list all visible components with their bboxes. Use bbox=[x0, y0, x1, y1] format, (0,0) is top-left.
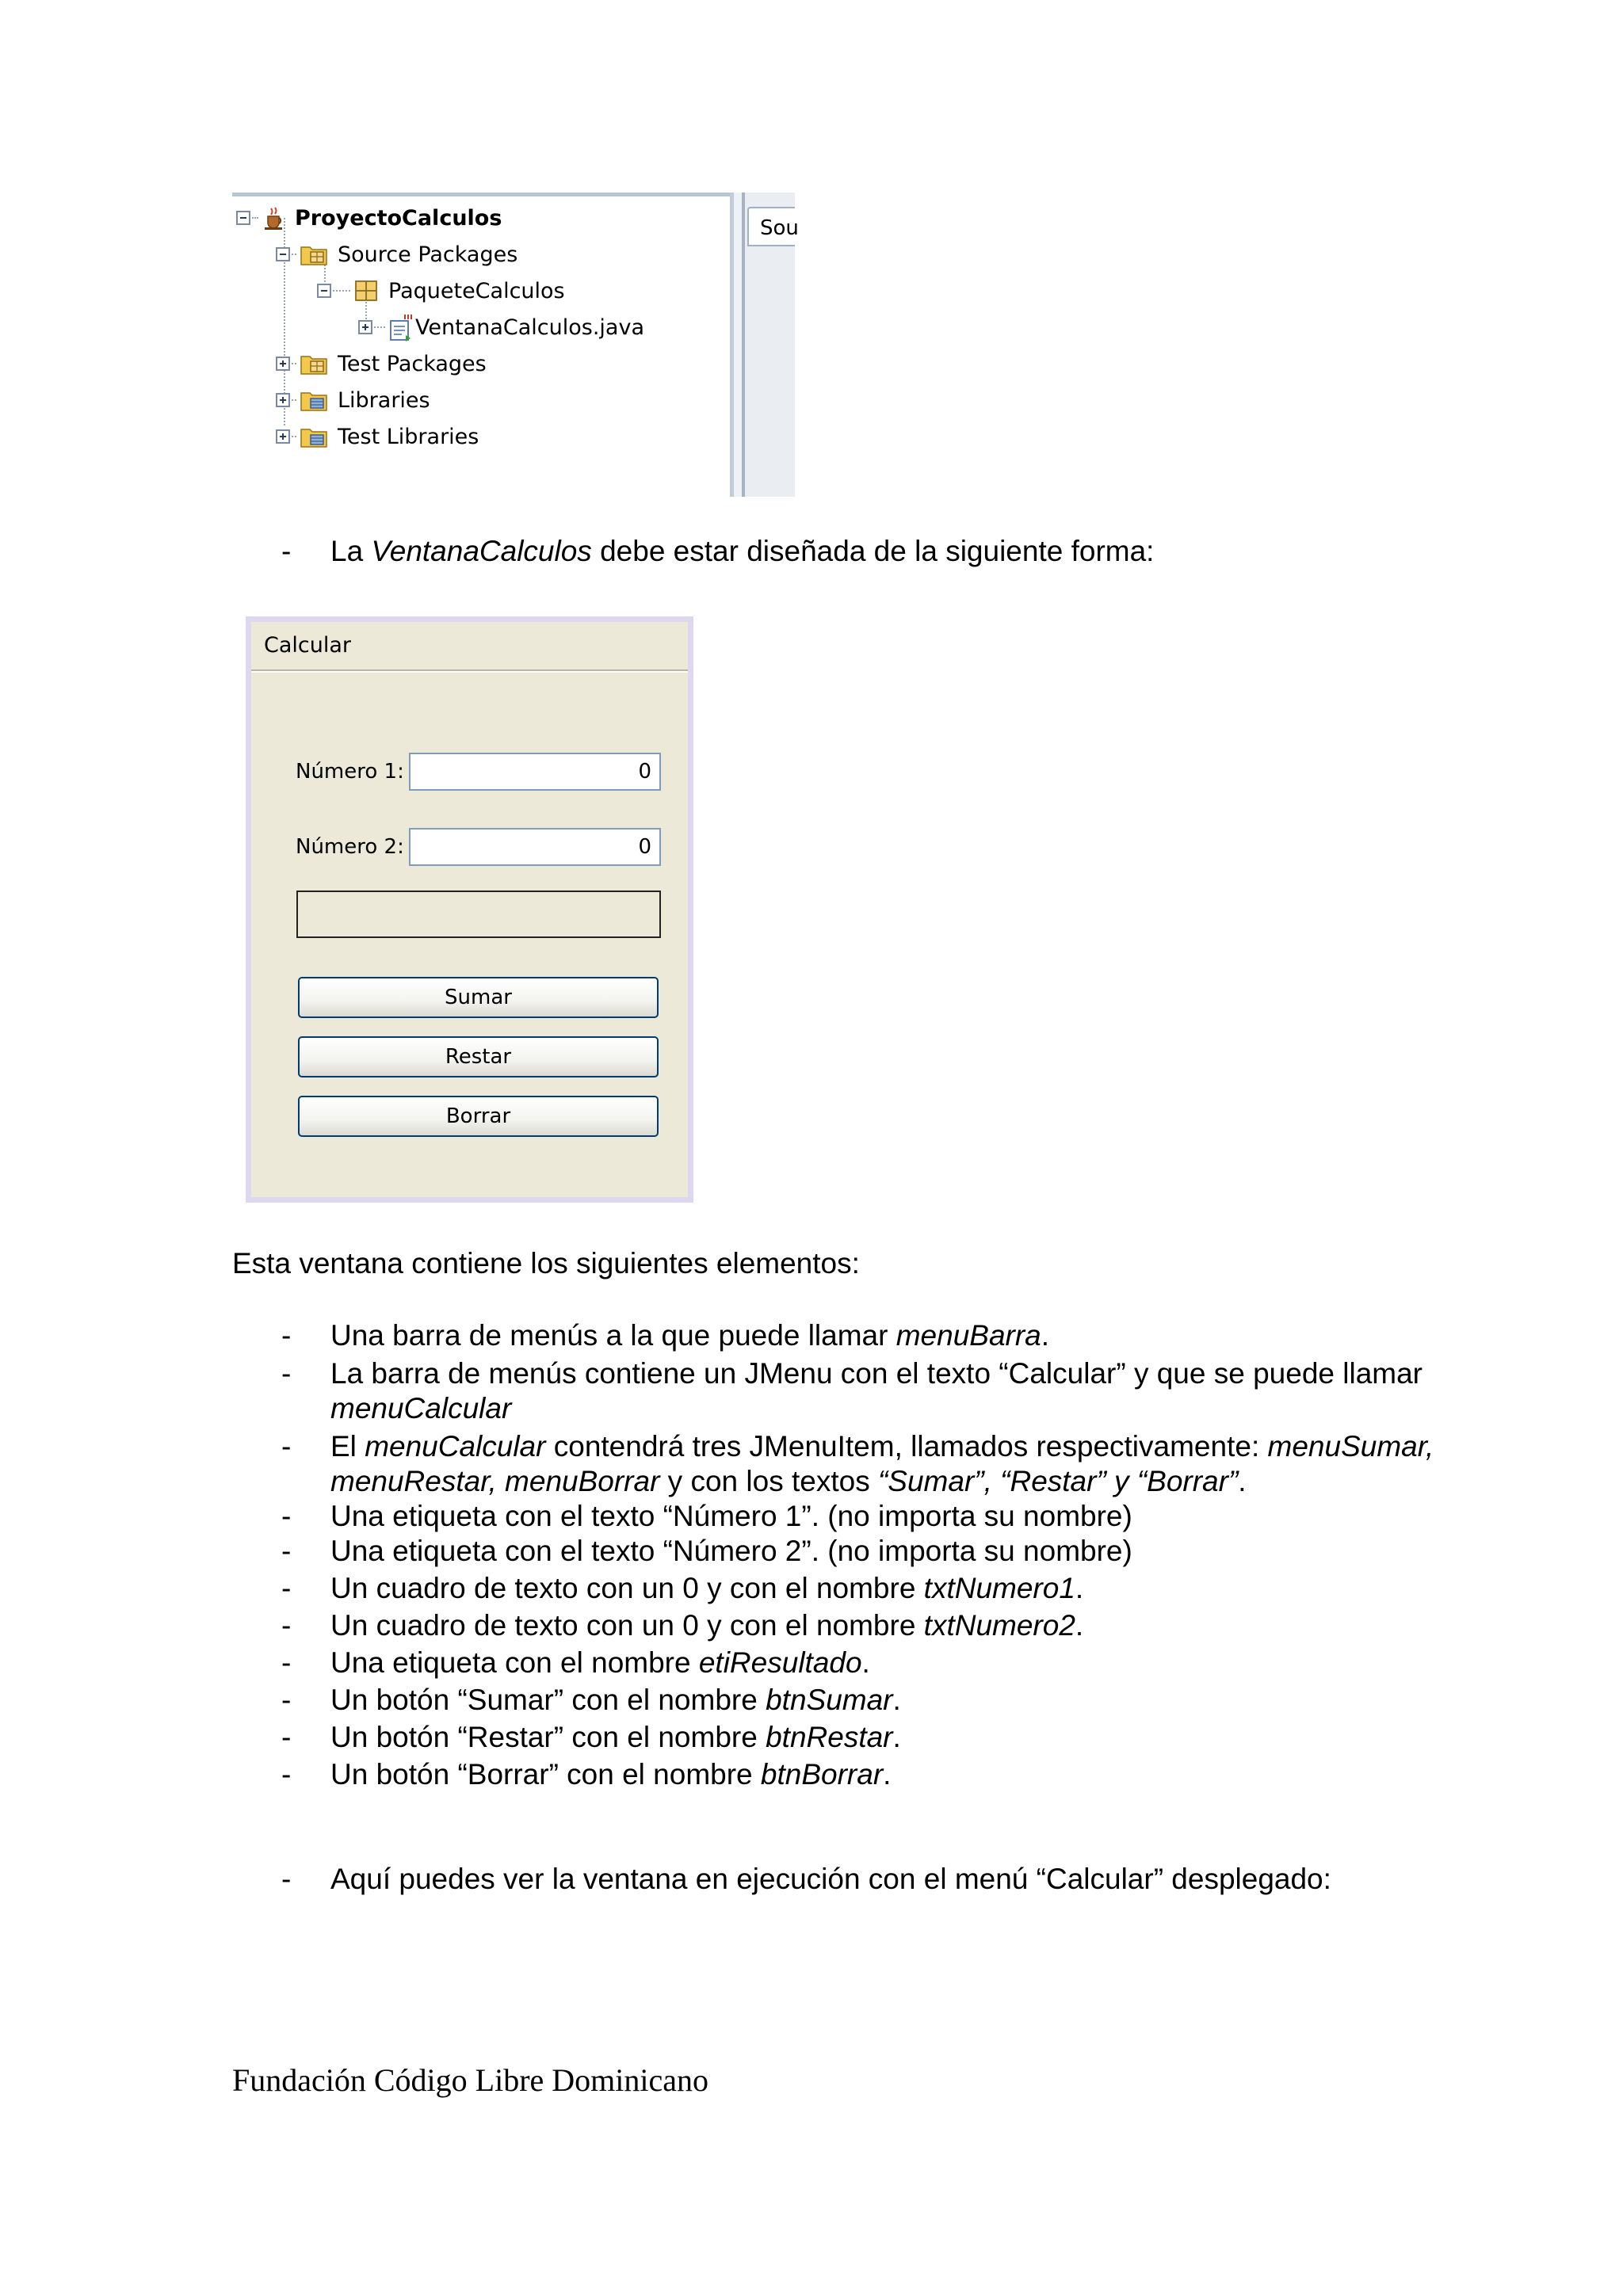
bullet-dash: - bbox=[281, 1357, 292, 1390]
text-run: Una etiqueta con el nombre bbox=[330, 1646, 699, 1679]
bullet-dash: - bbox=[281, 1500, 292, 1532]
identifier: btnSumar bbox=[766, 1684, 893, 1716]
identifier: etiResultado bbox=[698, 1646, 862, 1679]
elements-heading: Esta ventana contiene los siguientes elementos: bbox=[232, 1247, 860, 1280]
identifier: btnRestar bbox=[766, 1721, 893, 1753]
expand-icon[interactable] bbox=[358, 320, 372, 334]
text-run: Un cuadro de texto con un 0 y con el nombre bbox=[330, 1609, 924, 1642]
tree-node-test-libraries[interactable] bbox=[276, 418, 479, 455]
text-run: contendrá tres JMenuItem, llamados respectivamente: bbox=[545, 1430, 1268, 1463]
tree-top-border bbox=[232, 193, 734, 196]
project-tree-screenshot bbox=[232, 193, 799, 497]
list-item bbox=[330, 1318, 1049, 1353]
collapse-icon[interactable] bbox=[276, 247, 290, 261]
tree-node-java-file[interactable] bbox=[358, 309, 644, 345]
tree-gap bbox=[734, 193, 742, 497]
final-item: Aquí puedes ver la ventana en ejecución con el menú “Calcular” desplegado: bbox=[330, 1863, 1331, 1895]
tree-label: Libraries bbox=[338, 387, 430, 413]
list-item bbox=[330, 1571, 1083, 1606]
text-run: Un botón “Borrar” con el nombre bbox=[330, 1758, 761, 1791]
list-item: La barra de menús contiene un JMenu con el texto “Calcular” y que se puede llamar bbox=[330, 1357, 1423, 1390]
identifier: menuBarra bbox=[896, 1319, 1041, 1352]
bullet-dash: - bbox=[281, 1430, 292, 1463]
identifier: btnBorrar bbox=[760, 1758, 884, 1791]
identifier: txtNumero2 bbox=[923, 1609, 1075, 1642]
eti-resultado bbox=[296, 891, 661, 938]
folder-package-icon bbox=[300, 242, 328, 266]
list-item: Una etiqueta con el texto “Número 1”. (no importa su nombre) bbox=[330, 1500, 1132, 1532]
txt-numero-1[interactable]: 0 bbox=[409, 753, 661, 791]
tree-label: PaqueteCalculos bbox=[388, 278, 565, 303]
folder-library-icon bbox=[300, 425, 328, 448]
label-numero-1: Número 1: bbox=[296, 760, 404, 784]
menu-calcular[interactable]: Calcular bbox=[251, 622, 688, 671]
list-item-continuation bbox=[330, 1464, 1247, 1499]
package-icon bbox=[353, 279, 379, 303]
tree-label: ProyectoCalculos bbox=[295, 205, 502, 231]
tree-node-package[interactable] bbox=[317, 273, 565, 309]
quoted-texts: “Sumar”, “Restar” y “Borrar” bbox=[877, 1465, 1239, 1497]
identifier: menuCalcular bbox=[365, 1430, 546, 1463]
text-run: Una barra de menús a la que puede llamar bbox=[330, 1319, 896, 1352]
btn-sumar[interactable]: Sumar bbox=[298, 977, 659, 1018]
list-item-continuation bbox=[330, 1391, 511, 1426]
bullet-dash: - bbox=[281, 1646, 292, 1679]
list-item bbox=[330, 1683, 901, 1718]
expand-icon[interactable] bbox=[276, 357, 290, 371]
tree-label: Test Packages bbox=[338, 351, 487, 376]
identifier: menuSumar, bbox=[1267, 1430, 1434, 1463]
label-numero-2: Número 2: bbox=[296, 835, 404, 859]
java-form-file-icon bbox=[388, 313, 414, 341]
bullet-dash: - bbox=[281, 1572, 292, 1604]
list-item bbox=[330, 1429, 1434, 1464]
class-name: VentanaCalculos bbox=[371, 535, 592, 567]
bullet-dash: - bbox=[281, 1319, 292, 1352]
identifier: menuCalcular bbox=[330, 1392, 512, 1425]
tree-node-libraries[interactable] bbox=[276, 382, 430, 418]
text-run: . bbox=[861, 1646, 870, 1679]
bullet-dash: - bbox=[281, 1863, 292, 1895]
tree-label: VentanaCalculos.java bbox=[415, 315, 644, 340]
bullet-dash: - bbox=[281, 535, 292, 567]
folder-library-icon bbox=[300, 388, 328, 412]
collapse-icon[interactable] bbox=[236, 211, 250, 225]
text-run: Un botón “Sumar” con el nombre bbox=[330, 1684, 766, 1716]
collapse-icon[interactable] bbox=[317, 284, 331, 298]
bullet-dash: - bbox=[281, 1609, 292, 1642]
btn-borrar[interactable]: Borrar bbox=[298, 1096, 659, 1137]
text-run: La bbox=[330, 535, 372, 567]
bullet-dash: - bbox=[281, 1758, 292, 1791]
calculator-window-mockup bbox=[246, 616, 693, 1203]
bullet-dash: - bbox=[281, 1684, 292, 1716]
intro-text bbox=[330, 534, 1154, 569]
text-run: El bbox=[330, 1430, 365, 1463]
text-run: . bbox=[1238, 1465, 1247, 1497]
bullet-dash: - bbox=[281, 1535, 292, 1567]
tree-label: Source Packages bbox=[338, 242, 518, 267]
java-project-icon bbox=[262, 205, 285, 231]
text-run: . bbox=[892, 1684, 901, 1716]
btn-restar[interactable]: Restar bbox=[298, 1036, 659, 1077]
list-item bbox=[330, 1757, 891, 1792]
text-run: debe estar diseñada de la siguiente forma: bbox=[591, 535, 1155, 567]
list-item bbox=[330, 1646, 870, 1680]
identifier: txtNumero1 bbox=[923, 1572, 1075, 1604]
expand-icon[interactable] bbox=[276, 393, 290, 407]
page-footer: Fundación Código Libre Dominicano bbox=[232, 2062, 709, 2098]
expand-icon[interactable] bbox=[276, 429, 290, 444]
txt-numero-2[interactable]: 0 bbox=[409, 828, 661, 866]
list-item: Una etiqueta con el texto “Número 2”. (no importa su nombre) bbox=[330, 1535, 1132, 1567]
text-run: . bbox=[1041, 1319, 1050, 1352]
text-run: Un botón “Restar” con el nombre bbox=[330, 1721, 766, 1753]
identifier: menuRestar, menuBorrar bbox=[330, 1465, 660, 1497]
folder-package-icon bbox=[300, 352, 328, 376]
editor-tab[interactable]: Sou bbox=[747, 207, 795, 246]
tree-node-test-packages[interactable] bbox=[276, 345, 487, 382]
window-content bbox=[251, 622, 688, 1197]
text-run: . bbox=[883, 1758, 892, 1791]
tree-label: Test Libraries bbox=[338, 424, 479, 449]
tree-node-project[interactable] bbox=[236, 200, 502, 236]
text-run: . bbox=[1075, 1572, 1084, 1604]
text-run: Un cuadro de texto con un 0 y con el nombre bbox=[330, 1572, 924, 1604]
text-run: . bbox=[892, 1721, 901, 1753]
list-item bbox=[330, 1608, 1083, 1643]
bullet-dash: - bbox=[281, 1721, 292, 1753]
text-run: y con los textos bbox=[659, 1465, 878, 1497]
text-run: . bbox=[1075, 1609, 1084, 1642]
tree-node-source-packages[interactable] bbox=[276, 236, 517, 273]
list-item bbox=[330, 1720, 901, 1755]
